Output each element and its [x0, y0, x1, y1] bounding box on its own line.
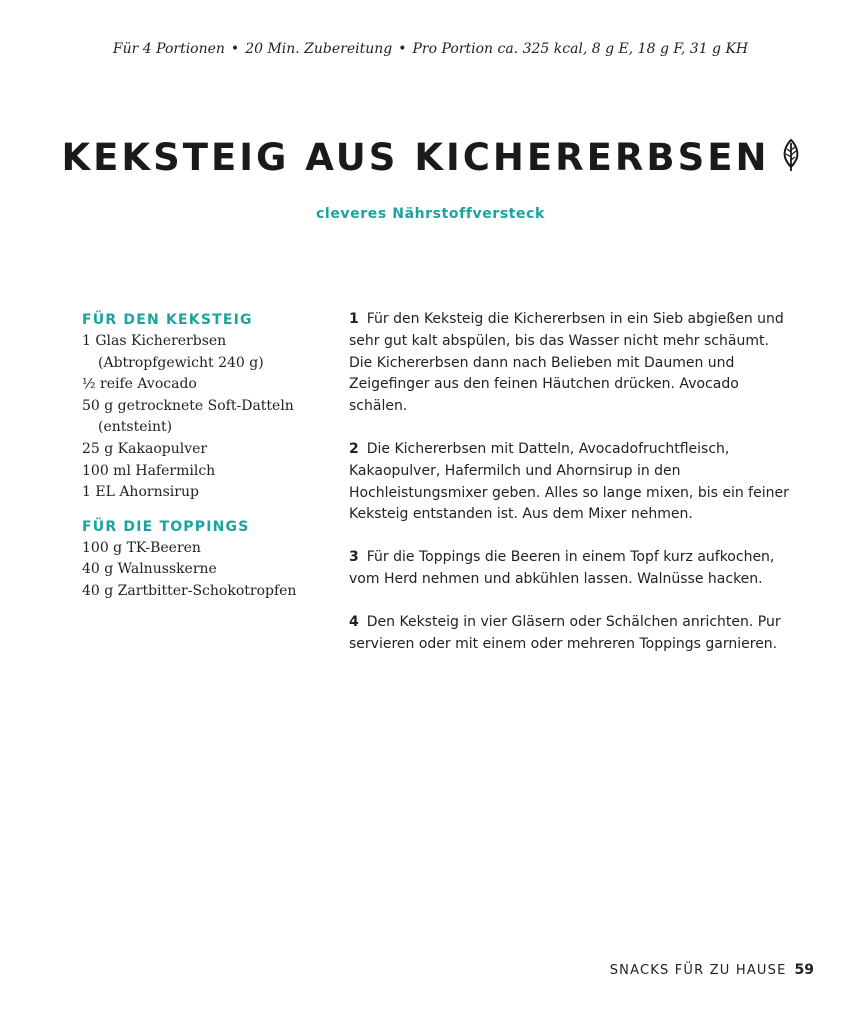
recipe-subtitle: cleveres Nährstoffversteck	[316, 206, 545, 222]
ingredient-item: 50 g getrocknete Soft-Datteln (entsteint)	[82, 397, 294, 436]
prep-time-text: 20 Min. Zubereitung	[245, 41, 393, 57]
step-text: Für die Toppings die Beeren in einem Topf kurz aufkochen, vom Herd nehmen und abkühlen lassen. Walnüsse hacken.	[349, 549, 775, 587]
portions-text: Für 4 Portionen	[112, 41, 225, 57]
step-text: Für den Keksteig die Kichererbsen in ein Sieb abgießen und sehr gut kalt abspülen, bis das Wasser nicht mehr schäumt. Die Kichererbsen dann nach Belieben mit Daumen und Zeigefinger aus den feinen Häutchen drücken. Avocado schälen.	[349, 311, 784, 415]
recipe-title: KEKSTEIG AUS KICHERERBSEN	[61, 136, 770, 179]
separator-dot: •	[398, 41, 407, 57]
step-number: 2	[349, 440, 359, 457]
step-text: Die Kichererbsen mit Datteln, Avocadofruchtfleisch, Kakaopulver, Hafermilch und Ahornsirup in den Hochleistungsmixer geben. Alles so lange mixen, bis ein feiner Keksteig entstanden ist. Aus dem Mixer nehmen.	[349, 440, 789, 523]
step-1	[349, 309, 789, 418]
page-number: 59	[794, 962, 814, 978]
toppings-heading: FÜR DIE TOPPINGS	[82, 518, 250, 535]
step-3	[349, 547, 789, 591]
recipe-meta	[0, 41, 841, 57]
ingredient-item: 1 EL Ahornsirup	[82, 484, 199, 501]
dough-list	[82, 331, 332, 504]
step-2	[349, 439, 789, 526]
ingredient-item: ½ reife Avocado	[82, 376, 197, 393]
leaf-icon	[782, 138, 800, 177]
separator-dot: •	[230, 41, 240, 57]
ingredient-item: 40 g Zartbitter-Schokotropfen	[82, 582, 297, 599]
ingredients-column	[82, 309, 332, 603]
step-number: 1	[349, 311, 359, 327]
ingredient-item: 40 g Walnusskerne	[82, 561, 217, 578]
toppings-list	[82, 538, 332, 603]
title-row	[0, 136, 841, 179]
step-4	[349, 612, 789, 656]
step-number: 4	[349, 613, 359, 630]
section-name: SNACKS FÜR ZU HAUSE	[609, 963, 787, 978]
step-number: 3	[349, 549, 359, 566]
step-text: Den Keksteig in vier Gläsern oder Schälchen anrichten. Pur servieren oder mit einem oder mehreren Toppings garnieren.	[349, 613, 781, 652]
dough-ingredients	[82, 309, 332, 504]
ingredient-item: 100 g TK-Beeren	[82, 539, 201, 556]
instructions-column	[349, 309, 789, 676]
page-footer	[610, 962, 814, 978]
nutrition-text: Pro Portion ca. 325 kcal, 8 g E, 18 g F, 31 g KH	[412, 41, 749, 57]
dough-heading: FÜR DEN KEKSTEIG	[82, 312, 253, 328]
ingredient-item: 25 g Kakaopulver	[82, 440, 208, 457]
ingredient-item: 100 ml Hafermilch	[82, 462, 216, 479]
ingredient-item: 1 Glas Kichererbsen (Abtropfgewicht 240 g)	[82, 333, 264, 371]
toppings-ingredients	[82, 516, 332, 603]
